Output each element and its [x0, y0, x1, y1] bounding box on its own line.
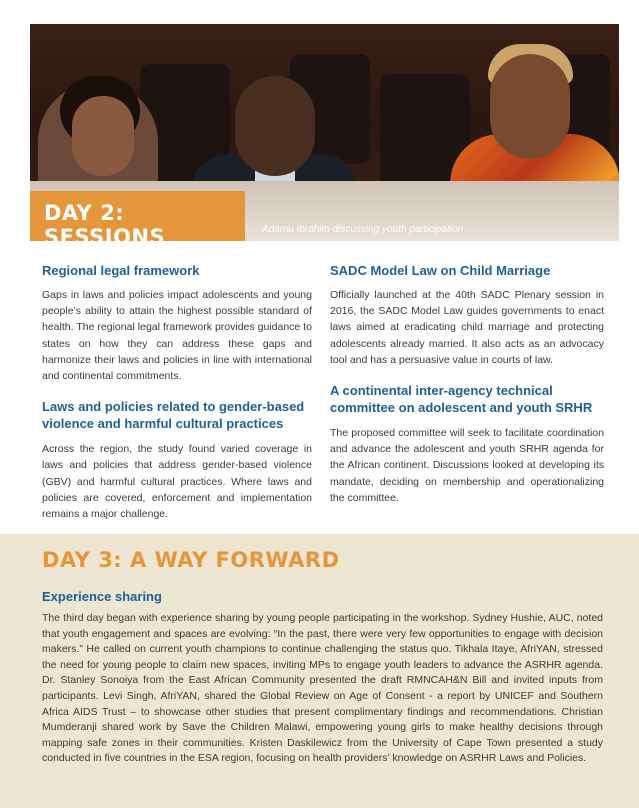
- experience-sharing-body: The third day began with experience sharing by young people participating in the workshop. Sydney Hushie, AUC, noted that youth engagement and spaces are evolving: “In the past, there were very few opportunities to engage with decision makers.” He called on current youth champions to continue challenging the status quo. Tikhala Itaye, AfriYAN, stressed the need for young people to claim new spaces, inviting MPs to engage youth leaders to advance the ASRHR agenda. Dr. Stanley Sonoiya from the East African Community presented the draft RMNCAH&N Bill and invited inputs from participants. Levi Singh, AfriYAN, shared the Global Review on Age of Consent - a report by UNICEF and Southern Africa AIDS Trust – to showcase other studies that present complimentary findings and recommendations. Christian Mumderanji shared work by Save the Children Malawi, empowering young girls to make healthy decisions through mapping safe zones in their communities. Kristen Daskilewicz from the University of Cape Town presented a study conducted in five countries in the ESA region, focusing on health providers’ knowledge on ASRHR Laws and Policies.: [42, 612, 603, 765]
- day2-banner: [30, 191, 245, 249]
- right-column: [330, 262, 604, 506]
- photo-caption: Adamu Ibrahim discussing youth participation: [262, 224, 464, 235]
- participant-face: [490, 54, 570, 159]
- section-body: Gaps in laws and policies impact adolescents and young people’s ability to attain the highest possible standard of health. The regional legal framework provides guidance to states on how they can address these gaps and harmonize their laws and policies in line with international and continental commitments.: [42, 289, 312, 383]
- section-heading: A continental inter-agency technical committee on adolescent and youth SRHR: [330, 383, 593, 416]
- day3-title: DAY 3: A WAY FORWARD: [42, 548, 340, 572]
- section-body: Officially launched at the 40th SADC Plenary session in 2016, the SADC Model Law guides governments to enact laws aimed at eradicating child marriage and protecting adolescents already married. It also acts as an advocacy tool and has a persuasive value in courts of law.: [330, 289, 604, 366]
- section-heading: Laws and policies related to gender-based violence and harmful cultural practices: [42, 399, 305, 432]
- section-body: Across the region, the study found varied coverage in laws and policies that address gender-based violence (GBV) and harmful cultural practices. Where laws and policies are covered, enforcement and implementation remains a major challenge.: [42, 443, 312, 521]
- left-column: [42, 262, 312, 522]
- day2-title: DAY 2: SESSIONS: [44, 201, 166, 249]
- participant-face: [72, 96, 134, 176]
- section-body: The proposed committee will seek to facilitate coordination and advance the adolescent and youth SRHR agenda for the African continent. Discussions looked at developing its mandate, deciding on membership and operationalizing the committee.: [330, 427, 604, 504]
- section-heading: SADC Model Law on Child Marriage: [330, 263, 551, 278]
- participant-face: [235, 76, 315, 176]
- section-heading: Regional legal framework: [42, 263, 200, 278]
- experience-sharing-heading: Experience sharing: [42, 589, 162, 604]
